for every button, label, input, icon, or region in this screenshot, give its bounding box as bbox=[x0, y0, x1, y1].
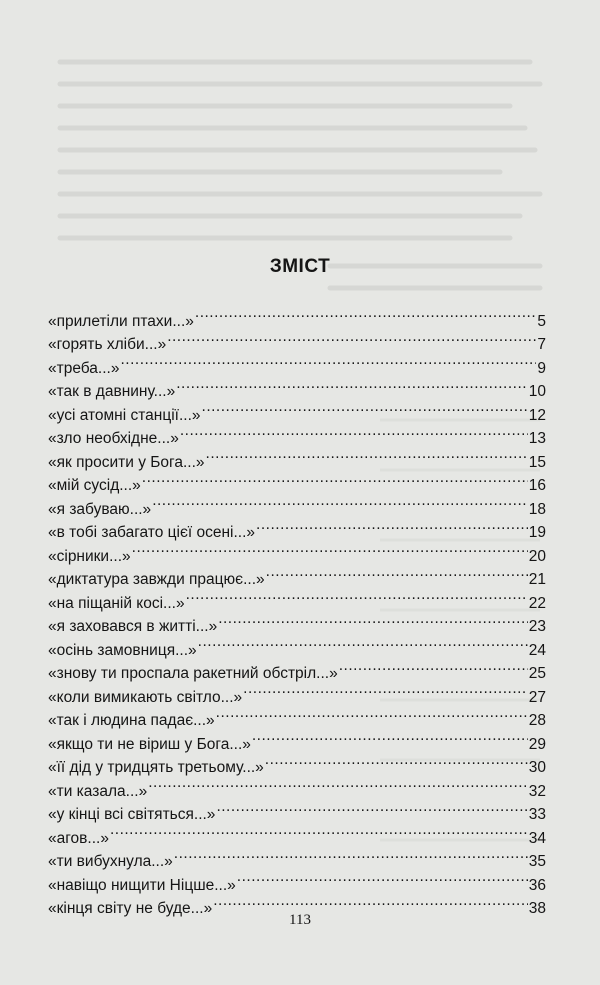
toc-dot-leader bbox=[216, 796, 527, 820]
toc-dot-leader bbox=[243, 678, 528, 702]
toc-entry-title: «сірники...» bbox=[48, 547, 131, 565]
toc-dot-leader bbox=[256, 514, 528, 538]
toc-dot-leader bbox=[237, 866, 528, 890]
toc-entry bbox=[48, 373, 546, 400]
page-number: 113 bbox=[289, 912, 311, 928]
toc-entry-title: «знову ти проспала ракетний обстріл...» bbox=[48, 665, 338, 682]
toc-entry-page: 20 bbox=[528, 547, 546, 565]
toc-dot-leader bbox=[198, 631, 528, 655]
toc-entry-title: «так в давнину...» bbox=[48, 383, 176, 400]
toc-entry-title: «ти казала...» bbox=[48, 782, 148, 800]
toc-dot-leader bbox=[195, 302, 536, 326]
toc-entry-page: 32 bbox=[528, 782, 546, 800]
toc-dot-leader bbox=[218, 608, 528, 632]
toc-entry-title: «на піщаній косі...» bbox=[48, 594, 185, 612]
toc-entry-page: 15 bbox=[528, 453, 546, 471]
toc-entry-page: 33 bbox=[528, 806, 546, 823]
toc-entry-title: «її дід у тридцять третьому...» bbox=[48, 759, 264, 776]
toc-dot-leader bbox=[266, 561, 528, 585]
toc-entry-page: 38 bbox=[528, 900, 546, 917]
toc-entry-title: «коли вимикають світло...» bbox=[48, 688, 243, 706]
toc-entry-page: 28 bbox=[528, 712, 546, 729]
toc-entry-page: 5 bbox=[537, 312, 546, 330]
toc-dot-leader bbox=[167, 326, 536, 350]
toc-entry-title: «як просити у Бога...» bbox=[48, 453, 205, 471]
toc-entry-page: 29 bbox=[528, 735, 546, 753]
toc-entry-title: «усі атомні станції...» bbox=[48, 406, 201, 424]
toc-entry-page: 23 bbox=[528, 618, 546, 635]
toc-entry-title: «ти вибухнула...» bbox=[48, 853, 173, 870]
toc-entry-title: «треба...» bbox=[48, 359, 120, 377]
toc-dot-leader bbox=[142, 467, 528, 491]
toc-dot-leader bbox=[152, 490, 528, 514]
toc-entry-title: «в тобі забагато цієї осені...» bbox=[48, 524, 256, 541]
toc-entry-title: «навіщо нищити Ніцше...» bbox=[48, 876, 236, 894]
toc-entry-title: «горять хліби...» bbox=[48, 336, 167, 353]
toc-entry-page: 9 bbox=[537, 359, 546, 377]
toc-dot-leader bbox=[174, 843, 528, 867]
toc-entry-page: 12 bbox=[528, 406, 546, 424]
toc-entry-title: «якщо ти не віриш у Бога...» bbox=[48, 735, 251, 753]
toc-dot-leader bbox=[110, 819, 528, 843]
toc-entry-title: «зло необхідне...» bbox=[48, 430, 179, 447]
toc-dot-leader bbox=[252, 725, 528, 749]
toc-entry-title: «кінця світу не буде...» bbox=[48, 900, 213, 917]
toc-entry-page: 22 bbox=[528, 594, 546, 612]
toc-entry-page: 30 bbox=[528, 759, 546, 776]
toc-entry-title: «прилетіли птахи...» bbox=[48, 312, 194, 330]
toc-entry-page: 35 bbox=[528, 853, 546, 870]
toc-dot-leader bbox=[206, 443, 528, 467]
toc-dot-leader bbox=[176, 373, 528, 397]
toc-entry-page: 10 bbox=[528, 383, 546, 400]
page-title: ЗМІСТ bbox=[269, 256, 331, 277]
toc-entry-title: «у кінці всі світяться...» bbox=[48, 806, 216, 823]
toc-entry bbox=[48, 349, 546, 377]
toc-entry-page: 13 bbox=[528, 430, 546, 447]
toc-entry-page: 34 bbox=[528, 829, 546, 847]
toc-dot-leader bbox=[180, 420, 528, 444]
toc-dot-leader bbox=[132, 537, 528, 561]
toc-entry-page: 19 bbox=[528, 524, 546, 541]
toc-dot-leader bbox=[265, 749, 528, 773]
toc-entry-page: 25 bbox=[528, 665, 546, 682]
toc-dot-leader bbox=[339, 655, 528, 679]
toc-dot-leader bbox=[202, 396, 528, 420]
toc-entry-page: 36 bbox=[528, 876, 546, 894]
toc-dot-leader bbox=[186, 584, 528, 608]
toc-dot-leader bbox=[148, 772, 528, 796]
toc-entry-page: 16 bbox=[528, 477, 546, 494]
toc-entry-page: 18 bbox=[528, 500, 546, 518]
toc-entry-title: «я заховався в житті...» bbox=[48, 618, 218, 635]
toc-entry-page: 7 bbox=[537, 336, 546, 353]
toc-entry bbox=[48, 819, 546, 847]
toc-entry-title: «агов...» bbox=[48, 829, 109, 847]
toc-entry-page: 27 bbox=[528, 688, 546, 706]
toc-entry-title: «так і людина падає...» bbox=[48, 712, 215, 729]
toc-entry bbox=[48, 302, 546, 330]
table-of-contents bbox=[48, 302, 546, 917]
toc-dot-leader bbox=[216, 702, 528, 726]
toc-entry-title: «я забуваю...» bbox=[48, 500, 152, 518]
toc-dot-leader bbox=[120, 349, 536, 373]
toc-entry-title: «диктатура завжди працює...» bbox=[48, 571, 265, 588]
toc-entry-title: «осінь замовниця...» bbox=[48, 641, 197, 659]
toc-entry-title: «мій сусід...» bbox=[48, 477, 141, 494]
toc-entry-page: 24 bbox=[528, 641, 546, 659]
toc-entry-page: 21 bbox=[528, 571, 546, 588]
toc-dot-leader bbox=[213, 890, 528, 914]
toc-entry bbox=[48, 843, 546, 870]
